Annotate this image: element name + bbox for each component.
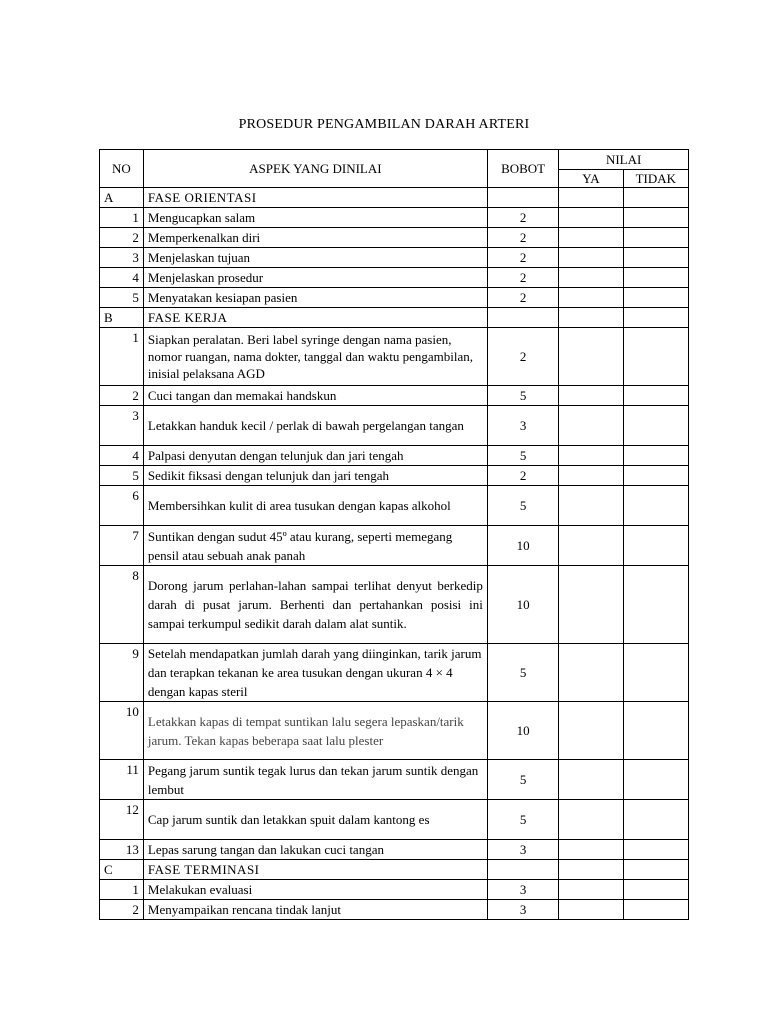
cell-ya[interactable]	[559, 800, 623, 840]
cell-ya[interactable]	[559, 466, 623, 486]
cell-tidak[interactable]	[623, 644, 688, 702]
table-row	[100, 880, 689, 900]
item-bobot: 3	[487, 880, 558, 900]
table-row	[100, 800, 689, 840]
cell-ya[interactable]	[559, 566, 623, 644]
item-text: Palpasi denyutan dengan telunjuk dan jari tengah	[143, 446, 487, 466]
item-text: Pegang jarum suntik tegak lurus dan tekan jarum suntik dengan lembut	[143, 760, 487, 800]
cell-tidak[interactable]	[623, 526, 688, 566]
item-bobot: 3	[487, 900, 558, 920]
item-bobot: 10	[487, 566, 558, 644]
table-row	[100, 526, 689, 566]
item-no: 9	[100, 644, 144, 702]
table-row	[100, 840, 689, 860]
section-code: B	[100, 308, 144, 328]
cell-tidak[interactable]	[623, 228, 688, 248]
cell-tidak[interactable]	[623, 702, 688, 760]
item-bobot: 5	[487, 386, 558, 406]
table-row	[100, 208, 689, 228]
item-text: Menjelaskan tujuan	[143, 248, 487, 268]
item-bobot: 2	[487, 288, 558, 308]
item-text: Suntikan dengan sudut 45º atau kurang, seperti memegang pensil atau sebuah anak panah	[143, 526, 487, 566]
item-no: 10	[100, 702, 144, 760]
item-no: 4	[100, 446, 144, 466]
item-text: Cap jarum suntik dan letakkan spuit dalam kantong es	[143, 800, 487, 840]
header-nilai: NILAI	[559, 150, 689, 170]
cell-ya[interactable]	[559, 880, 623, 900]
item-no: 6	[100, 486, 144, 526]
item-text: Letakkan handuk kecil / perlak di bawah pergelangan tangan	[143, 406, 487, 446]
item-text: Siapkan peralatan. Beri label syringe dengan nama pasien, nomor ruangan, nama dokter, tanggal dan waktu pengambilan, inisial pelaksana AGD	[143, 328, 487, 386]
item-bobot: 2	[487, 248, 558, 268]
table-row	[100, 406, 689, 446]
section-code: C	[100, 860, 144, 880]
cell-tidak[interactable]	[623, 208, 688, 228]
item-bobot: 10	[487, 526, 558, 566]
item-text: Cuci tangan dan memakai handskun	[143, 386, 487, 406]
table-row	[100, 760, 689, 800]
table-row	[100, 268, 689, 288]
table-row	[100, 328, 689, 386]
table-row	[100, 566, 689, 644]
cell-ya[interactable]	[559, 526, 623, 566]
header-tidak: TIDAK	[623, 170, 688, 188]
table-row	[100, 288, 689, 308]
item-text: Sedikit fiksasi dengan telunjuk dan jari tengah	[143, 466, 487, 486]
cell-ya[interactable]	[559, 900, 623, 920]
item-no: 3	[100, 248, 144, 268]
cell-tidak[interactable]	[623, 268, 688, 288]
cell-tidak[interactable]	[623, 880, 688, 900]
item-bobot: 3	[487, 840, 558, 860]
cell-tidak[interactable]	[623, 840, 688, 860]
item-text: Menyatakan kesiapan pasien	[143, 288, 487, 308]
item-text: Menyampaikan rencana tindak lanjut	[143, 900, 487, 920]
cell-tidak[interactable]	[623, 760, 688, 800]
cell-tidak[interactable]	[623, 288, 688, 308]
cell-ya[interactable]	[559, 386, 623, 406]
item-no: 2	[100, 228, 144, 248]
table-row	[100, 486, 689, 526]
cell-tidak[interactable]	[623, 800, 688, 840]
item-bobot: 2	[487, 466, 558, 486]
section-code: A	[100, 188, 144, 208]
section-row	[100, 860, 689, 880]
cell-ya[interactable]	[559, 840, 623, 860]
item-text: Lepas sarung tangan dan lakukan cuci tangan	[143, 840, 487, 860]
item-no: 1	[100, 208, 144, 228]
cell-ya[interactable]	[559, 208, 623, 228]
item-bobot: 5	[487, 760, 558, 800]
item-text: Mengucapkan salam	[143, 208, 487, 228]
cell-ya[interactable]	[559, 760, 623, 800]
item-text: Melakukan evaluasi	[143, 880, 487, 900]
table-row	[100, 466, 689, 486]
header-aspek: ASPEK YANG DINILAI	[143, 150, 487, 188]
section-row	[100, 188, 689, 208]
item-bobot: 5	[487, 644, 558, 702]
item-bobot: 5	[487, 446, 558, 466]
assessment-table	[99, 149, 689, 920]
item-bobot: 2	[487, 328, 558, 386]
table-row	[100, 644, 689, 702]
header-no: NO	[100, 150, 144, 188]
item-text: Memperkenalkan diri	[143, 228, 487, 248]
cell-ya[interactable]	[559, 486, 623, 526]
item-bobot: 2	[487, 228, 558, 248]
item-no: 2	[100, 386, 144, 406]
item-no: 7	[100, 526, 144, 566]
cell-ya[interactable]	[559, 446, 623, 466]
header-bobot: BOBOT	[487, 150, 558, 188]
item-no: 2	[100, 900, 144, 920]
item-bobot: 10	[487, 702, 558, 760]
item-bobot: 5	[487, 800, 558, 840]
item-text: Dorong jarum perlahan-lahan sampai terlihat denyut berkedip darah di pusat jarum. Berhenti dan pertahankan posisi ini sampai terkumpul sedikit darah dalam alat suntik.	[143, 566, 487, 644]
document-title: PROSEDUR PENGAMBILAN DARAH ARTERI	[238, 117, 530, 132]
table-row	[100, 248, 689, 268]
cell-ya[interactable]	[559, 248, 623, 268]
table-row	[100, 446, 689, 466]
cell-ya[interactable]	[559, 228, 623, 248]
cell-tidak[interactable]	[623, 466, 688, 486]
item-no: 13	[100, 840, 144, 860]
cell-tidak[interactable]	[623, 900, 688, 920]
item-bobot: 5	[487, 486, 558, 526]
item-no: 8	[100, 566, 144, 644]
cell-tidak[interactable]	[623, 486, 688, 526]
item-text: Setelah mendapatkan jumlah darah yang diinginkan, tarik jarum dan terapkan tekanan ke area tusukan dengan ukuran 4 × 4 dengan kapas steril	[143, 644, 487, 702]
item-text: Menjelaskan prosedur	[143, 268, 487, 288]
cell-tidak[interactable]	[623, 566, 688, 644]
section-label: FASE TERMINASI	[143, 860, 487, 880]
item-no: 5	[100, 288, 144, 308]
cell-ya[interactable]	[559, 644, 623, 702]
item-no: 11	[100, 760, 144, 800]
cell-ya[interactable]	[559, 288, 623, 308]
item-bobot: 3	[487, 406, 558, 446]
item-no: 3	[100, 406, 144, 446]
cell-ya[interactable]	[559, 328, 623, 386]
cell-tidak[interactable]	[623, 248, 688, 268]
section-row	[100, 308, 689, 328]
item-no: 4	[100, 268, 144, 288]
cell-tidak[interactable]	[623, 446, 688, 466]
cell-tidak[interactable]	[623, 386, 688, 406]
item-no: 1	[100, 880, 144, 900]
item-no: 1	[100, 328, 144, 386]
cell-ya[interactable]	[559, 406, 623, 446]
table-row	[100, 386, 689, 406]
header-ya: YA	[559, 170, 623, 188]
cell-ya[interactable]	[559, 268, 623, 288]
cell-tidak[interactable]	[623, 328, 688, 386]
cell-tidak[interactable]	[623, 406, 688, 446]
item-no: 5	[100, 466, 144, 486]
item-text: Letakkan kapas di tempat suntikan lalu segera lepaskan/tarik jarum. Tekan kapas beberapa saat lalu plester	[143, 702, 487, 760]
item-bobot: 2	[487, 268, 558, 288]
item-text: Membersihkan kulit di area tusukan dengan kapas alkohol	[143, 486, 487, 526]
section-label: FASE KERJA	[143, 308, 487, 328]
table-row	[100, 702, 689, 760]
cell-ya[interactable]	[559, 702, 623, 760]
item-no: 12	[100, 800, 144, 840]
table-row	[100, 900, 689, 920]
item-bobot: 2	[487, 208, 558, 228]
table-row	[100, 228, 689, 248]
section-label: FASE ORIENTASI	[143, 188, 487, 208]
